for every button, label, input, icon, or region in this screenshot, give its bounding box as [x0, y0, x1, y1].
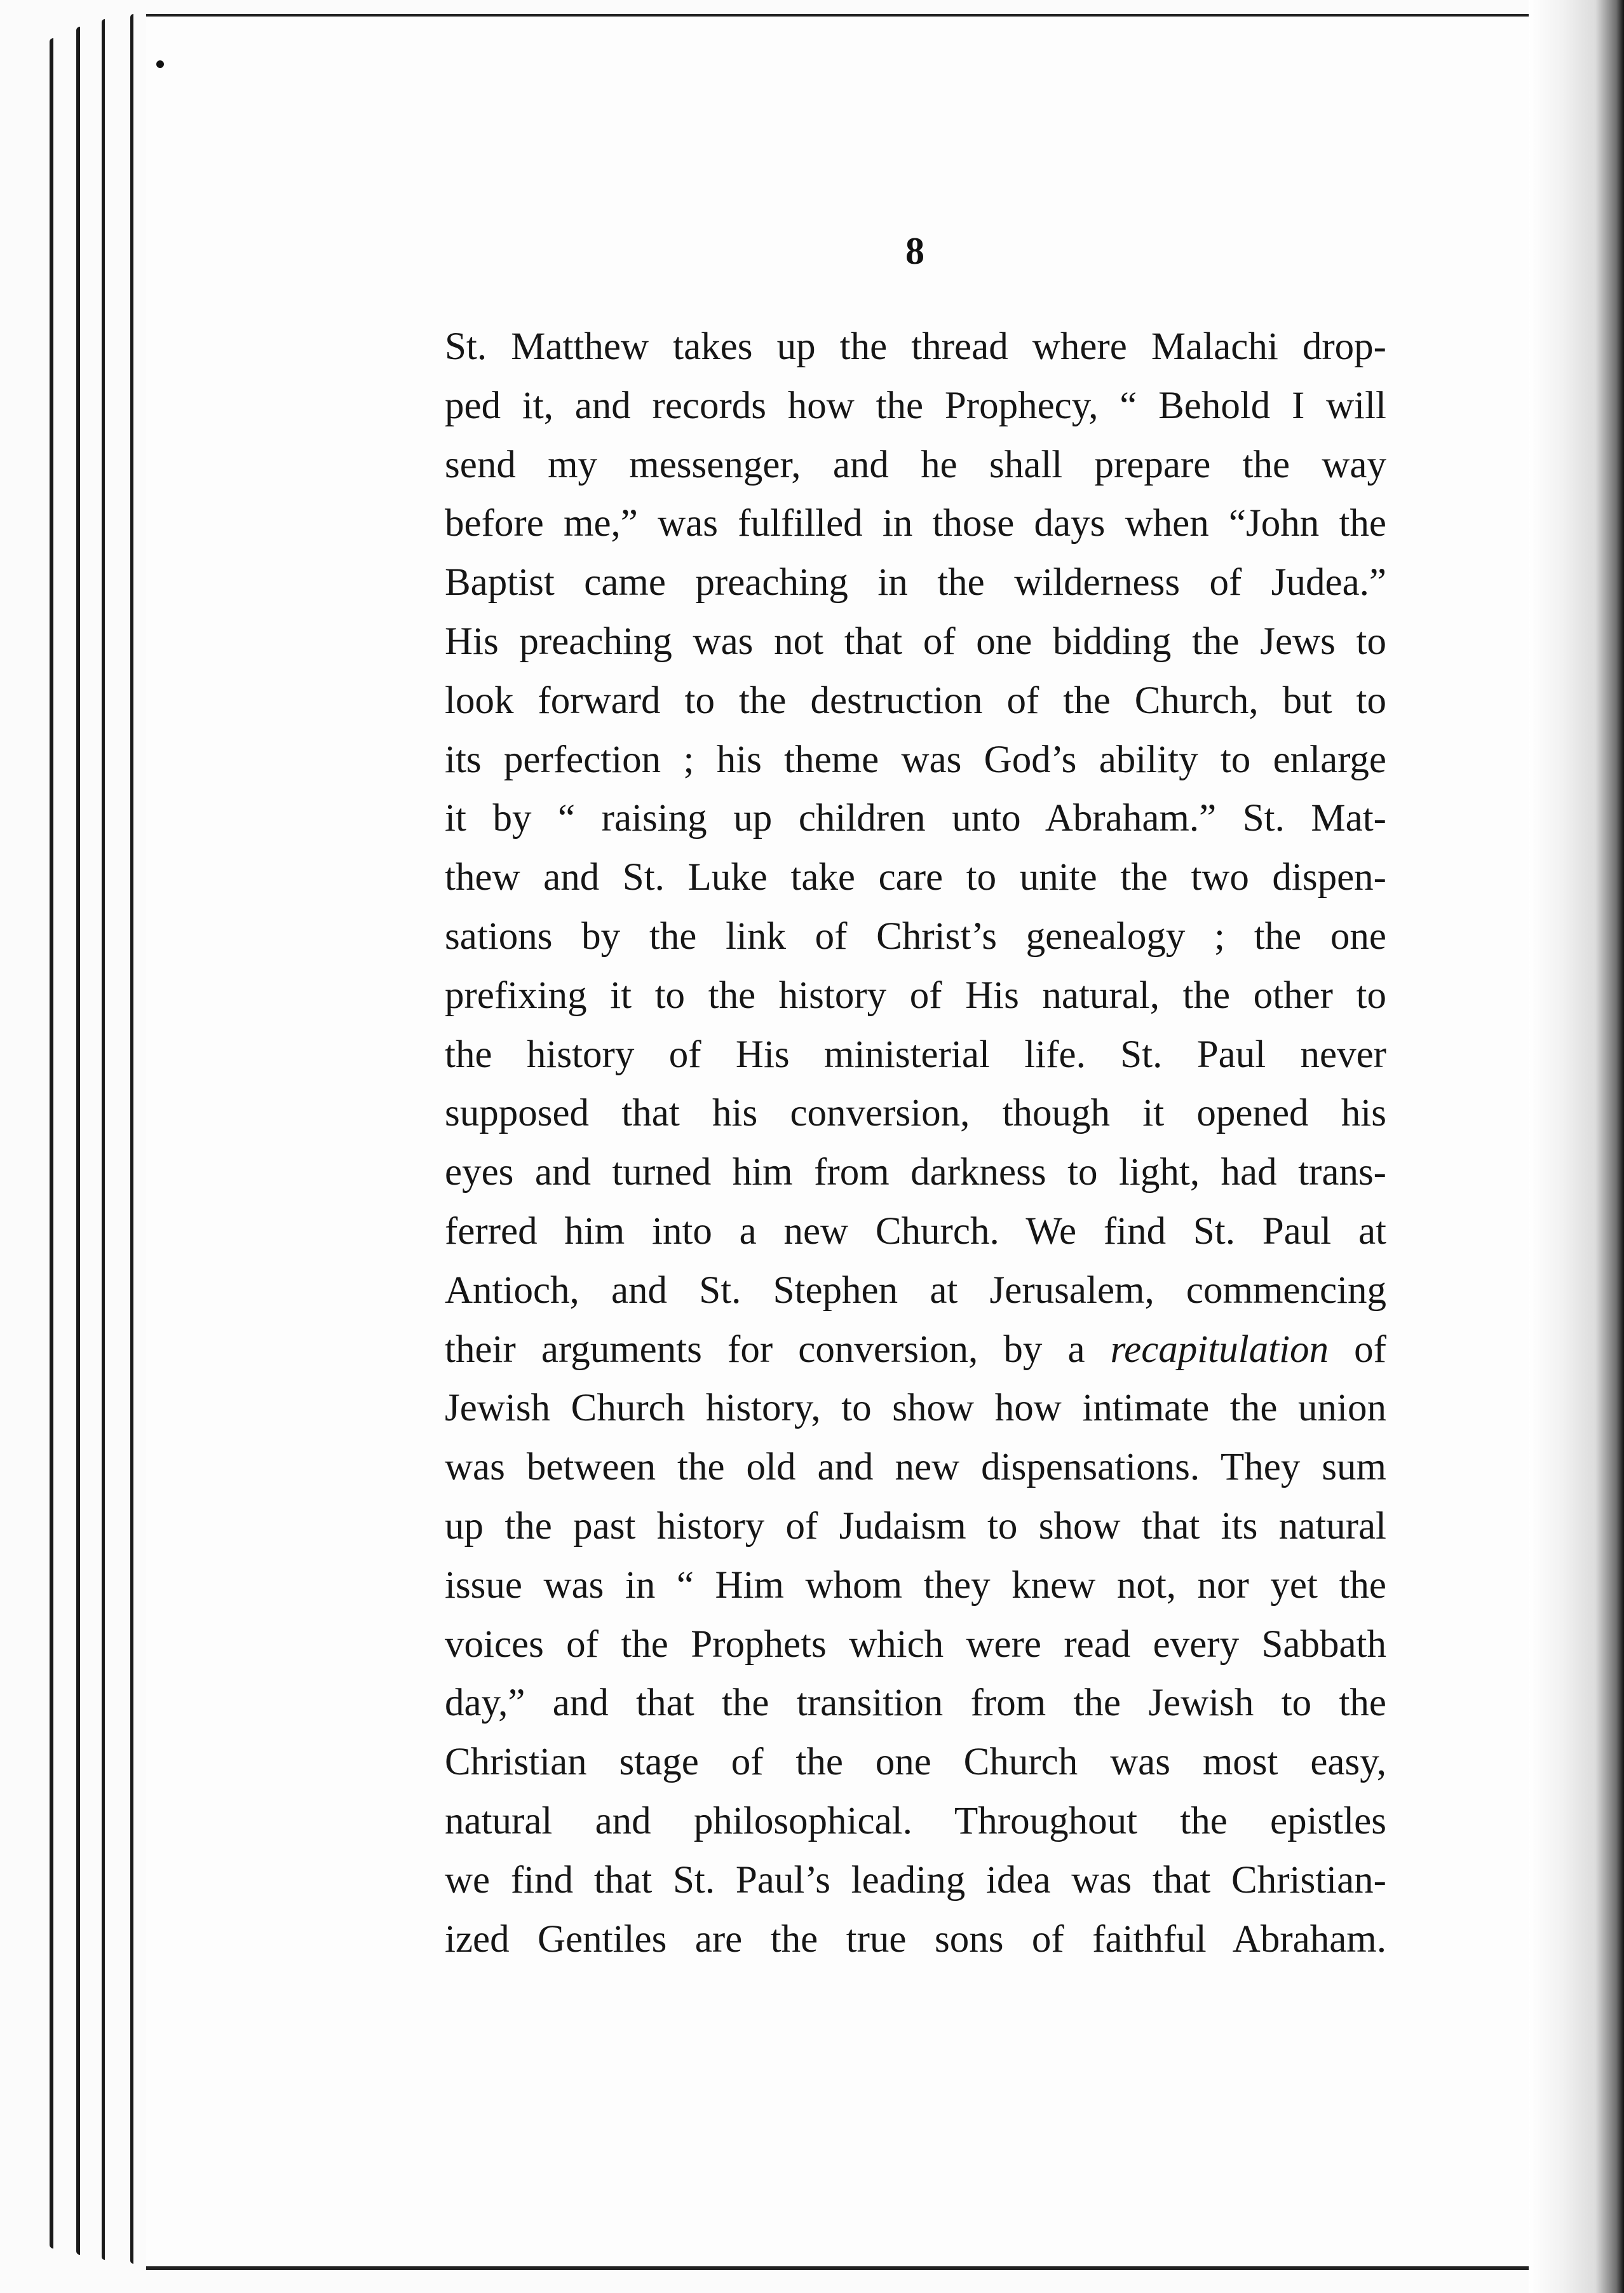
- text-line: eyes and turned him from darkness to light, had trans-: [445, 1151, 1386, 1194]
- text-line: issue was in “ Him whom they knew not, nor yet the: [445, 1563, 1386, 1607]
- text-line: it by “ raising up children unto Abraham.” St. Mat-: [445, 797, 1386, 840]
- punch-hole-dot: [156, 60, 164, 68]
- text-line: before me,” was fulfilled in those days when “John the: [445, 502, 1386, 545]
- text-line: ferred him into a new Church. We find St. Paul at: [445, 1209, 1386, 1253]
- text-line: voices of the Prophets which were read every Sabbath: [445, 1623, 1386, 1666]
- text-line: send my messenger, and he shall prepare the way: [445, 443, 1386, 486]
- text-line: the history of His ministerial life. St. Paul never: [445, 1033, 1386, 1076]
- page-edge: [76, 27, 80, 2255]
- text-line-with-emphasis: [445, 1321, 1386, 1380]
- text-line: prefixing it to the history of His natural, the other to: [445, 974, 1386, 1017]
- text-line: Baptist came preaching in the wilderness of Judea.”: [445, 561, 1386, 604]
- text-segment: their arguments for conversion, by a: [445, 1328, 1111, 1371]
- text-segment: of: [1329, 1328, 1386, 1371]
- page-edge: [102, 19, 105, 2260]
- text-line: supposed that his conversion, though it opened his: [445, 1092, 1386, 1135]
- book-binding-shadow: [1529, 0, 1624, 2293]
- text-line: thew and St. Luke take care to unite the two dispen-: [445, 856, 1386, 899]
- page-edge: [130, 14, 133, 2264]
- text-line: was between the old and new dispensations. They sum: [445, 1446, 1386, 1489]
- text-line: Jewish Church history, to show how intimate the union: [445, 1387, 1386, 1430]
- text-line: ized Gentiles are the true sons of faithful Abraham.: [445, 1917, 1386, 1961]
- body-text: [445, 318, 1386, 1969]
- emphasized-word: recapitulation: [1110, 1328, 1329, 1371]
- text-line: look forward to the destruction of the Church, but to: [445, 679, 1386, 722]
- text-line: St. Matthew takes up the thread where Malachi drop-: [445, 325, 1386, 368]
- text-line: His preaching was not that of one bidding the Jews to: [445, 620, 1386, 663]
- text-line: natural and philosophical. Throughout the epistles: [445, 1799, 1386, 1842]
- text-line: up the past history of Judaism to show that its natural: [445, 1504, 1386, 1548]
- text-line: its perfection ; his theme was God’s ability to enlarge: [445, 738, 1386, 781]
- text-line: sations by the link of Christ’s genealogy ; the one: [445, 915, 1386, 958]
- text-line: day,” and that the transition from the Jewish to the: [445, 1682, 1386, 1725]
- text-line: Christian stage of the one Church was most easy,: [445, 1741, 1386, 1784]
- text-line: ped it, and records how the Prophecy, “ Behold I will: [445, 384, 1386, 427]
- page-edge: [50, 38, 53, 2249]
- text-line: Antioch, and St. Stephen at Jerusalem, commencing: [445, 1269, 1386, 1312]
- text-line: we find that St. Paul’s leading idea was that Christian-: [445, 1858, 1386, 1902]
- page-number: 8: [905, 230, 924, 272]
